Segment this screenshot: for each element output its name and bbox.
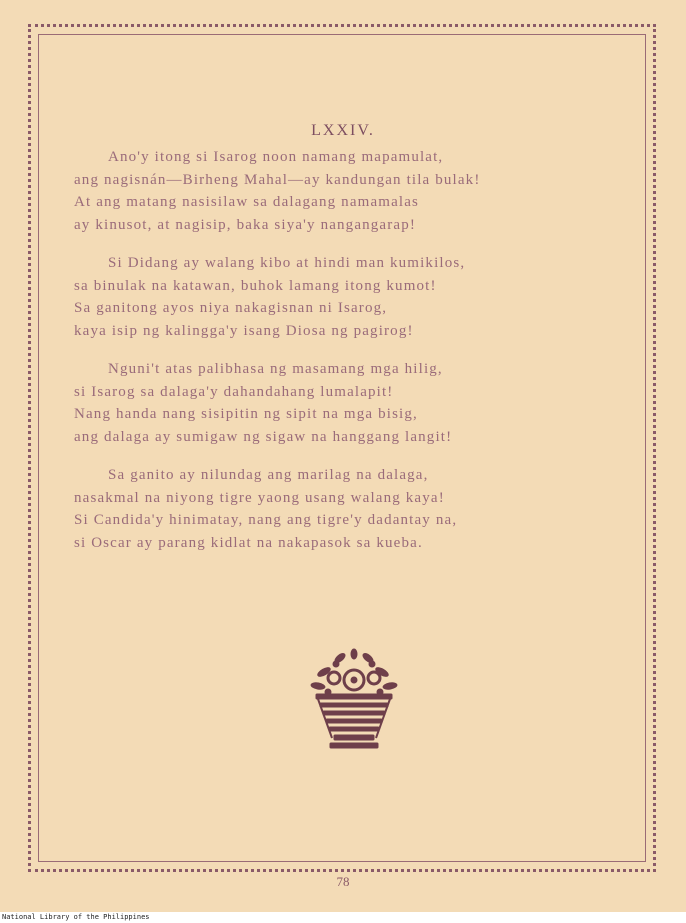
poem-line: kaya isip ng kalingga'y isang Diosa ng pagirog! — [74, 322, 414, 339]
poem-line: ang nagisnán—Birheng Mahal—ay kandungan tila bulak! — [74, 171, 481, 188]
poem-line: Nang handa nang sisipitin ng sipit na mga bisig, — [74, 406, 418, 422]
poem-line: Sa ganito ay nilundag ang marilag na dalaga, — [108, 467, 429, 483]
poem-line: si Oscar ay parang kidlat na nakapasok sa kueba. — [74, 534, 423, 551]
poem-line: sa binulak na katawan, buhok lamang itong kumot! — [74, 277, 437, 294]
stanza — [74, 358, 594, 448]
stanza — [74, 252, 594, 342]
poem-line: si Isarog sa dalaga'y dahandahang lumalapit! — [74, 383, 394, 400]
poem-line: Sa ganitong ayos niya nakagisnan ni Isarog, — [74, 300, 388, 316]
stanza-heading: LXXIV. — [311, 122, 375, 139]
poem-line: ang dalaga ay sumigaw ng sigaw na hanggang langit! — [74, 428, 453, 445]
poem-line: At ang matang nasisilaw sa dalagang namamalas — [74, 194, 419, 210]
basket-ornament-icon — [306, 648, 402, 752]
poem-line: ay kinusot, at nagisip, baka siya'y nangangarap! — [74, 216, 416, 233]
poem-line: Si Didang ay walang kibo at hindi man kumikilos, — [108, 255, 466, 271]
poem-line: Nguni't atas palibhasa ng masamang mga hilig, — [108, 361, 443, 377]
poem-body — [74, 146, 594, 570]
stanza — [74, 146, 594, 236]
poem-line: Si Candida'y hinimatay, nang ang tigre'y dadantay na, — [74, 512, 458, 528]
library-credit: National Library of the Philippines — [0, 912, 686, 923]
poem-line: nasakmal na niyong tigre yaong usang walang kaya! — [74, 489, 445, 506]
page-number: 78 — [336, 874, 350, 889]
poem-line: Ano'y itong si Isarog noon namang mapamulat, — [108, 149, 444, 165]
stanza — [74, 464, 594, 554]
